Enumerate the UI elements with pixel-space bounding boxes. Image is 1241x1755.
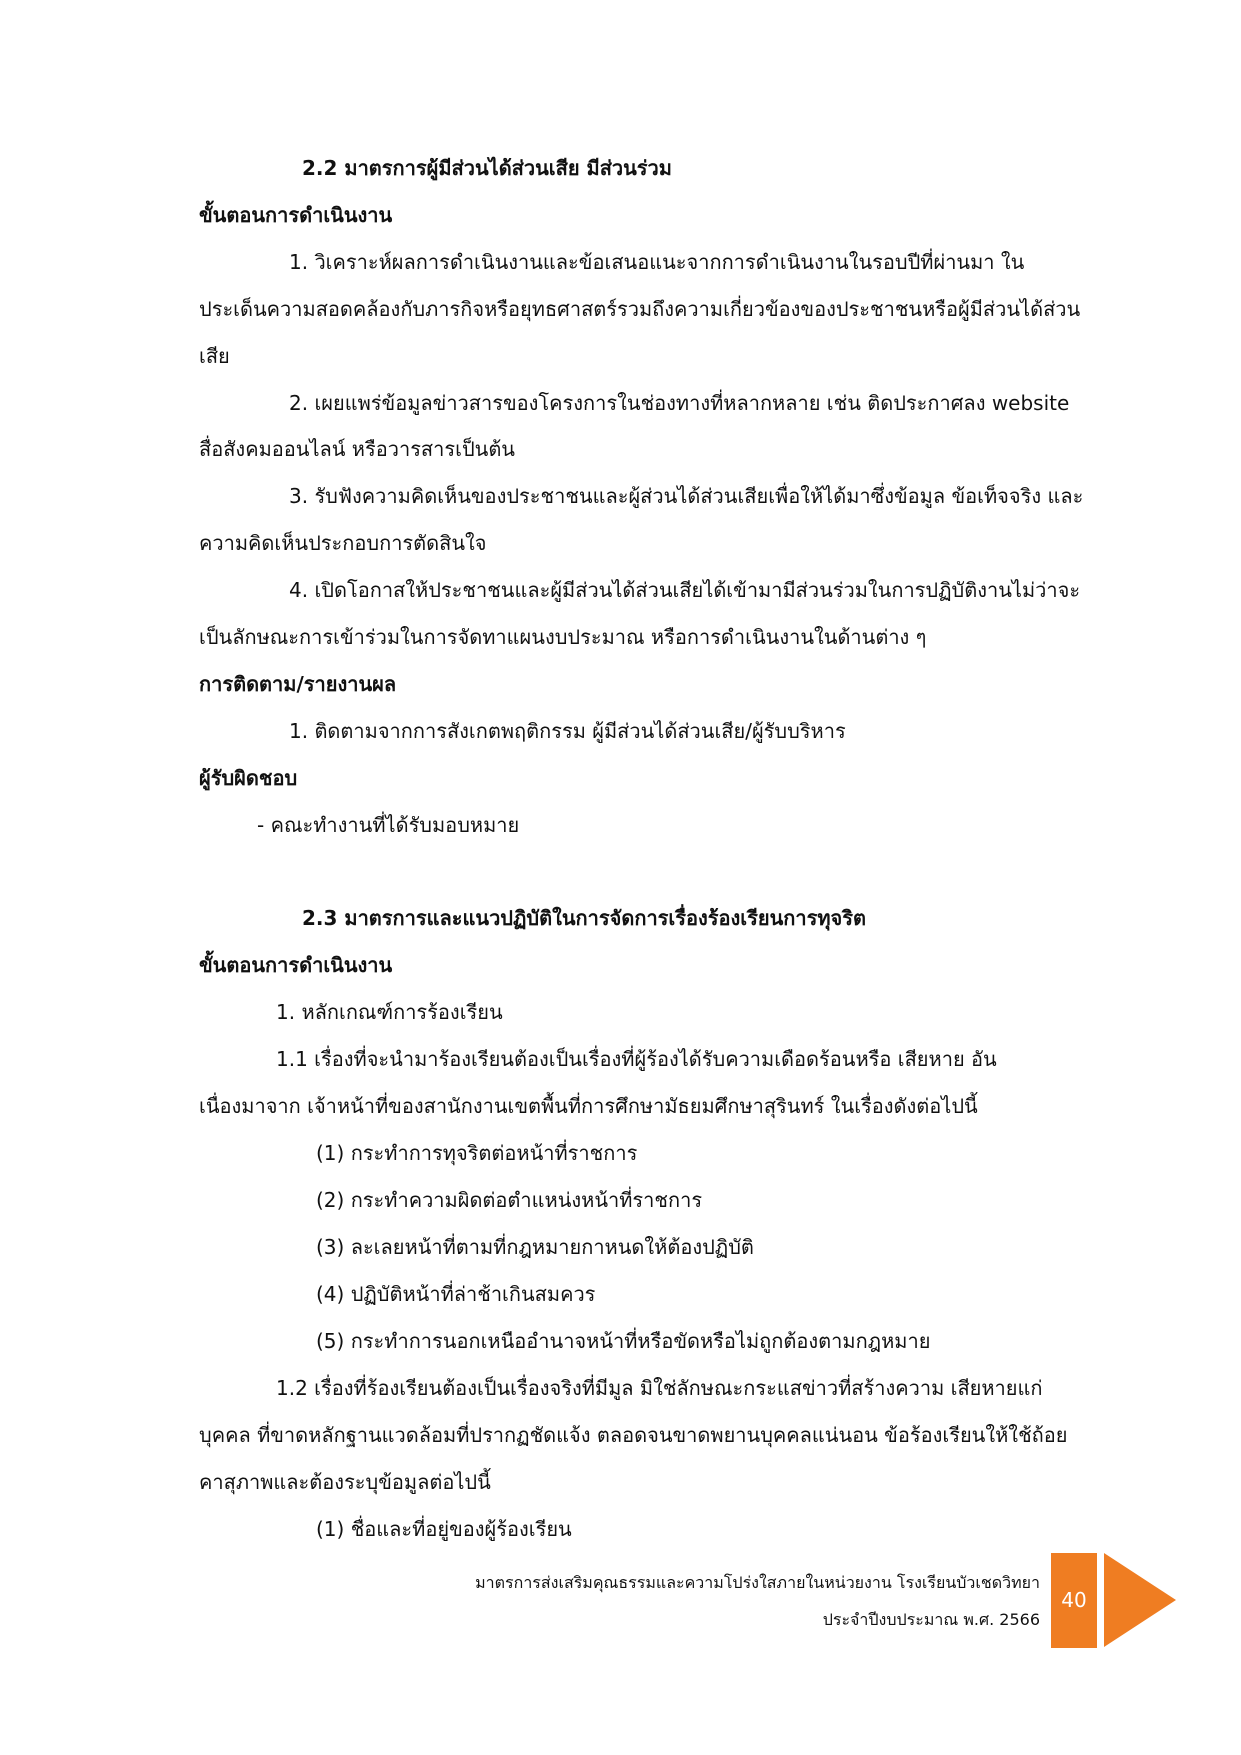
step2-line2: สื่อสังคมออนไลน์ หรือวารสารเป็นต้น bbox=[199, 437, 515, 461]
criteria-1-1-line1: 1.1 เรื่องที่จะนำมาร้องเรียนต้องเป็นเรื่องที่ผู้ร้องได้รับความเดือดร้อนหรือ เสียหาย อัน bbox=[276, 1047, 997, 1071]
list-item: (4) ปฏิบัติหน้าที่ล่าช้าเกินสมควร bbox=[316, 1282, 596, 1306]
responsible-item1: - คณะทำงานที่ได้รับมอบหมาย bbox=[257, 813, 520, 837]
step1-line2: ประเด็นความสอดคล้องกับภารกิจหรือยุทธศาสตร์รวมถึงความเกี่ยวข้องของประชาชนหรือผู้มีส่วนได้ส่วน bbox=[199, 297, 1081, 321]
footer-fiscal-year: ประจำปีงบประมาณ พ.ศ. 2566 bbox=[822, 1610, 1040, 1629]
steps-heading-2: ขั้นตอนการดำเนินงาน bbox=[199, 953, 393, 977]
step1-line3: เสีย bbox=[199, 344, 230, 368]
list-item: (5) กระทำการนอกเหนืออำนาจหน้าที่หรือขัดหรือไม่ถูกต้องตามกฎหมาย bbox=[316, 1329, 931, 1353]
monitor-heading: การติดตาม/รายงานผล bbox=[199, 672, 397, 696]
criteria-1-2-line2: บุคคล ที่ขาดหลักฐานแวดล้อมที่ปรากฏชัดแจ้ง ตลอดจนขาดพยานบุคคลแน่นอน ข้อร้องเรียนให้ใช้ถ้อย bbox=[199, 1423, 1068, 1447]
step1-line1: 1. วิเคราะห์ผลการดำเนินงานและข้อเสนอแนะจากการดำเนินงานในรอบปีที่ผ่านมา ใน bbox=[289, 250, 1025, 274]
section-2-3-heading: 2.3 มาตรการและแนวปฏิบัติในการจัดการเรื่องร้องเรียนการทุจริต bbox=[302, 906, 866, 930]
step2-line1: 2. เผยแพร่ข้อมูลข่าวสารของโครงการในช่องทางที่หลากหลาย เช่น ติดประกาศลง website bbox=[289, 391, 1070, 415]
criteria-1-2-line3: คาสุภาพและต้องระบุข้อมูลต่อไปนี้ bbox=[199, 1470, 491, 1494]
step3-line1: 3. รับฟังความคิดเห็นของประชาชนและผู้ส่วนได้ส่วนเสียเพื่อให้ได้มาซึ่งข้อมูล ข้อเท็จจริง และ bbox=[289, 484, 1084, 508]
steps-heading: ขั้นตอนการดำเนินงาน bbox=[199, 203, 393, 227]
list-item: (2) กระทำความผิดต่อตำแหน่งหน้าที่ราชการ bbox=[316, 1188, 703, 1212]
responsible-heading: ผู้รับผิดชอบ bbox=[199, 766, 298, 790]
list-item: (3) ละเลยหน้าที่ตามที่กฎหมายกาหนดให้ต้องปฏิบัติ bbox=[316, 1235, 754, 1259]
step4-line1: 4. เปิดโอกาสให้ประชาชนและผู้มีส่วนได้ส่วนเสียได้เข้ามามีส่วนร่วมในการปฏิบัติงานไม่ว่าจะ bbox=[289, 578, 1081, 602]
criteria-1-1-line2: เนื่องมาจาก เจ้าหน้าที่ของสานักงานเขตพื้นที่การศึกษามัธยมศึกษาสุรินทร์ ในเรื่องดังต่อไปนี้ bbox=[199, 1094, 978, 1118]
list-item: (1) ชื่อและที่อยู่ของผู้ร้องเรียน bbox=[316, 1517, 572, 1541]
section-2-2-heading: 2.2 มาตรการผู้มีส่วนได้ส่วนเสีย มีส่วนร่วม bbox=[302, 156, 672, 180]
criteria-heading: 1. หลักเกณฑ์การร้องเรียน bbox=[276, 1000, 503, 1024]
step3-line2: ความคิดเห็นประกอบการตัดสินใจ bbox=[199, 531, 487, 555]
criteria-1-2-line1: 1.2 เรื่องที่ร้องเรียนต้องเป็นเรื่องจริงที่มีมูล มิใช่ลักษณะกระแสข่าวที่สร้างความ เสียหายแก่ bbox=[276, 1376, 1043, 1400]
step4-line2: เป็นลักษณะการเข้าร่วมในการจัดทาแผนงบประมาณ หรือการดำเนินงานในด้านต่าง ๆ bbox=[199, 625, 927, 649]
footer-title: มาตรการส่งเสริมคุณธรรมและความโปร่งใสภายในหน่วยงาน โรงเรียนบัวเชดวิทยา bbox=[475, 1573, 1040, 1592]
monitor-item1: 1. ติดตามจากการสังเกตพฤติกรรม ผู้มีส่วนได้ส่วนเสีย/ผู้รับบริหาร bbox=[289, 719, 846, 743]
page-number: 40 bbox=[1051, 1553, 1097, 1648]
arrow-right-icon bbox=[1104, 1553, 1176, 1647]
list-item: (1) กระทำการทุจริตต่อหน้าที่ราชการ bbox=[316, 1141, 638, 1165]
